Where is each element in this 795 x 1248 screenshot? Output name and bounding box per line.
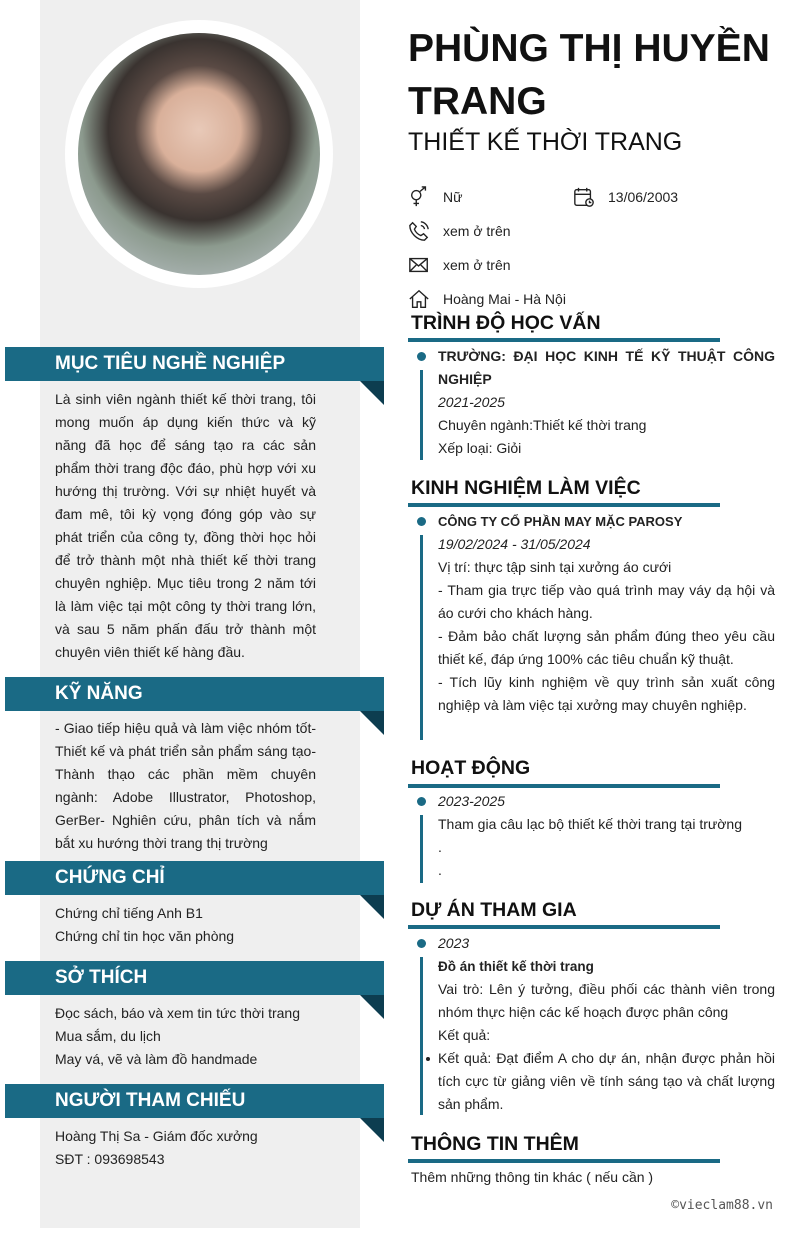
gender-icon <box>408 186 430 208</box>
school-name: TRƯỜNG: ĐẠI HỌC KINH TẾ KỸ THUẬT CÔNG NGHIỆP <box>438 348 775 387</box>
project-result-label: Kết quả: <box>438 1027 491 1043</box>
project-result: Kết quả: Đạt điểm A cho dự án, nhận được phản hồi tích cực từ giảng viên về tính sáng tạo và chất lượng sản phẩm. <box>438 1047 775 1116</box>
ribbon-fold <box>360 381 384 405</box>
extra-heading: THÔNG TIN THÊM <box>411 1133 579 1155</box>
timeline-dot <box>417 517 426 526</box>
heading-underline <box>408 784 720 788</box>
timeline-line <box>420 535 423 740</box>
ref-item: SĐT : 093698543 <box>55 1151 165 1167</box>
experience-line: Vị trí: thực tập sinh tại xưởng áo cưới <box>438 559 672 575</box>
gender-value: Nữ <box>443 189 463 205</box>
experience-line: - Tích lũy kinh nghiệm về quy trình sản xuất công nghiệp và làm việc tại xưởng may chuyên nghiệp. <box>438 674 775 713</box>
experience-line: - Tham gia trực tiếp vào quá trình may váy dạ hội và áo cưới cho khách hàng. <box>438 582 775 621</box>
project-entry <box>438 932 775 1116</box>
ribbon-fold <box>360 995 384 1019</box>
avatar <box>65 20 333 288</box>
hobby-item: May vá, vẽ và làm đồ handmade <box>55 1051 258 1067</box>
timeline-line <box>420 370 423 460</box>
ribbon-fold <box>360 711 384 735</box>
email-icon <box>408 254 430 276</box>
address-value: Hoàng Mai - Hà Nội <box>443 291 566 307</box>
education-period: 2021-2025 <box>438 394 505 410</box>
profile-photo <box>78 33 320 275</box>
ribbon-fold <box>360 895 384 919</box>
hobbies-heading: SỞ THÍCH <box>5 961 384 995</box>
objective-heading: MỤC TIÊU NGHỀ NGHIỆP <box>5 347 384 381</box>
education-rank: Xếp loại: Giỏi <box>438 440 522 456</box>
home-icon <box>408 288 430 310</box>
phone-value: xem ở trên <box>443 223 511 239</box>
timeline-dot <box>417 797 426 806</box>
refs-heading: NGƯỜI THAM CHIẾU <box>5 1084 384 1118</box>
hobbies-list <box>55 1002 316 1071</box>
email-row <box>408 254 511 276</box>
experience-heading: KINH NGHIỆM LÀM VIỆC <box>411 477 641 499</box>
ref-item: Hoàng Thị Sa - Giám đốc xưởng <box>55 1128 258 1144</box>
education-major: Chuyên ngành:Thiết kế thời trang <box>438 417 647 433</box>
activities-heading: HOẠT ĐỘNG <box>411 757 531 779</box>
dob-row <box>573 186 678 208</box>
email-value: xem ở trên <box>443 257 511 273</box>
objective-text: Là sinh viên ngành thiết kế thời trang, tôi mong muốn áp dụng kiến thức và kỹ năng đã học để sáng tạo ra các sản phẩm thời trang độc đáo, phù hợp với xu hướng thị trường. Với sự nhiệt huyết và đam mê, tôi kỳ vọng đóng góp vào sự phát triển của công ty, đồng thời học hỏi để trở thành một nhà thiết kế thời trang chuyên nghiệp. Mục tiêu trong 2 năm tới là làm việc tại một công ty thời trang lớn, và sau 5 năm phấn đấu trở thành một chuyên viên thiết kế hàng đầu. <box>55 391 316 660</box>
education-heading: TRÌNH ĐỘ HỌC VẤN <box>411 312 601 334</box>
certs-list <box>55 902 316 948</box>
activity-entry <box>438 790 775 882</box>
timeline-dot <box>417 939 426 948</box>
experience-entry <box>438 510 775 717</box>
cert-item: Chứng chỉ tiếng Anh B1 <box>55 905 203 921</box>
phone-row <box>408 220 511 242</box>
heading-underline <box>408 925 720 929</box>
skills-text: - Giao tiếp hiệu quả và làm việc nhóm tốt- Thiết kế và phát triển sản phẩm sáng tạo- Thành thạo các phần mềm chuyên ngành: Adobe Illustrator, Photoshop, GerBer- Nghiên cứu, phân tích và nắm bắt xu hướng thời trang thị trường <box>55 720 316 851</box>
hobby-item: Đọc sách, báo và xem tin tức thời trang <box>55 1005 300 1021</box>
gender-row <box>408 186 462 208</box>
activity-period: 2023-2025 <box>438 793 505 809</box>
experience-period: 19/02/2024 - 31/05/2024 <box>438 536 591 552</box>
company-name: CÔNG TY CỔ PHẦN MAY MẶC PAROSY <box>438 514 683 529</box>
heading-underline <box>408 1159 720 1163</box>
activity-line: . <box>438 862 442 878</box>
watermark: ©vieclam88.vn <box>671 1198 773 1213</box>
project-role: Vai trò: Lên ý tưởng, điều phối các thành viên trong nhóm thực hiện các kế hoạch được phân công <box>438 981 775 1020</box>
heading-underline <box>408 338 720 342</box>
cert-item: Chứng chỉ tin học văn phòng <box>55 928 235 944</box>
project-name: Đồ án thiết kế thời trang <box>438 959 594 974</box>
phone-icon <box>408 220 430 242</box>
extra-text: Thêm những thông tin khác ( nếu cần ) <box>411 1169 654 1185</box>
address-row <box>408 288 566 310</box>
candidate-name: PHÙNG THỊ HUYỀN TRANG <box>408 27 770 123</box>
certs-heading: CHỨNG CHỈ <box>5 861 384 895</box>
candidate-role: THIẾT KẾ THỜI TRANG <box>408 128 683 156</box>
hobby-item: Mua sắm, du lịch <box>55 1028 161 1044</box>
activity-line: . <box>438 839 442 855</box>
timeline-line <box>420 815 423 883</box>
dob-value: 13/06/2003 <box>608 189 679 205</box>
experience-line: - Đảm bảo chất lượng sản phẩm đúng theo yêu cầu thiết kế, đáp ứng 100% các tiêu chuẩn kỹ thuật. <box>438 628 775 667</box>
projects-heading: DỰ ÁN THAM GIA <box>411 899 577 921</box>
education-entry <box>438 345 775 460</box>
skills-heading: KỸ NĂNG <box>5 677 384 711</box>
timeline-line <box>420 957 423 1115</box>
refs-list <box>55 1125 316 1171</box>
activity-line: Tham gia câu lạc bộ thiết kế thời trang tại trường <box>438 816 742 832</box>
ribbon-fold <box>360 1118 384 1142</box>
calendar-icon <box>573 186 595 208</box>
timeline-dot <box>417 352 426 361</box>
heading-underline <box>408 503 720 507</box>
project-period: 2023 <box>438 935 470 951</box>
